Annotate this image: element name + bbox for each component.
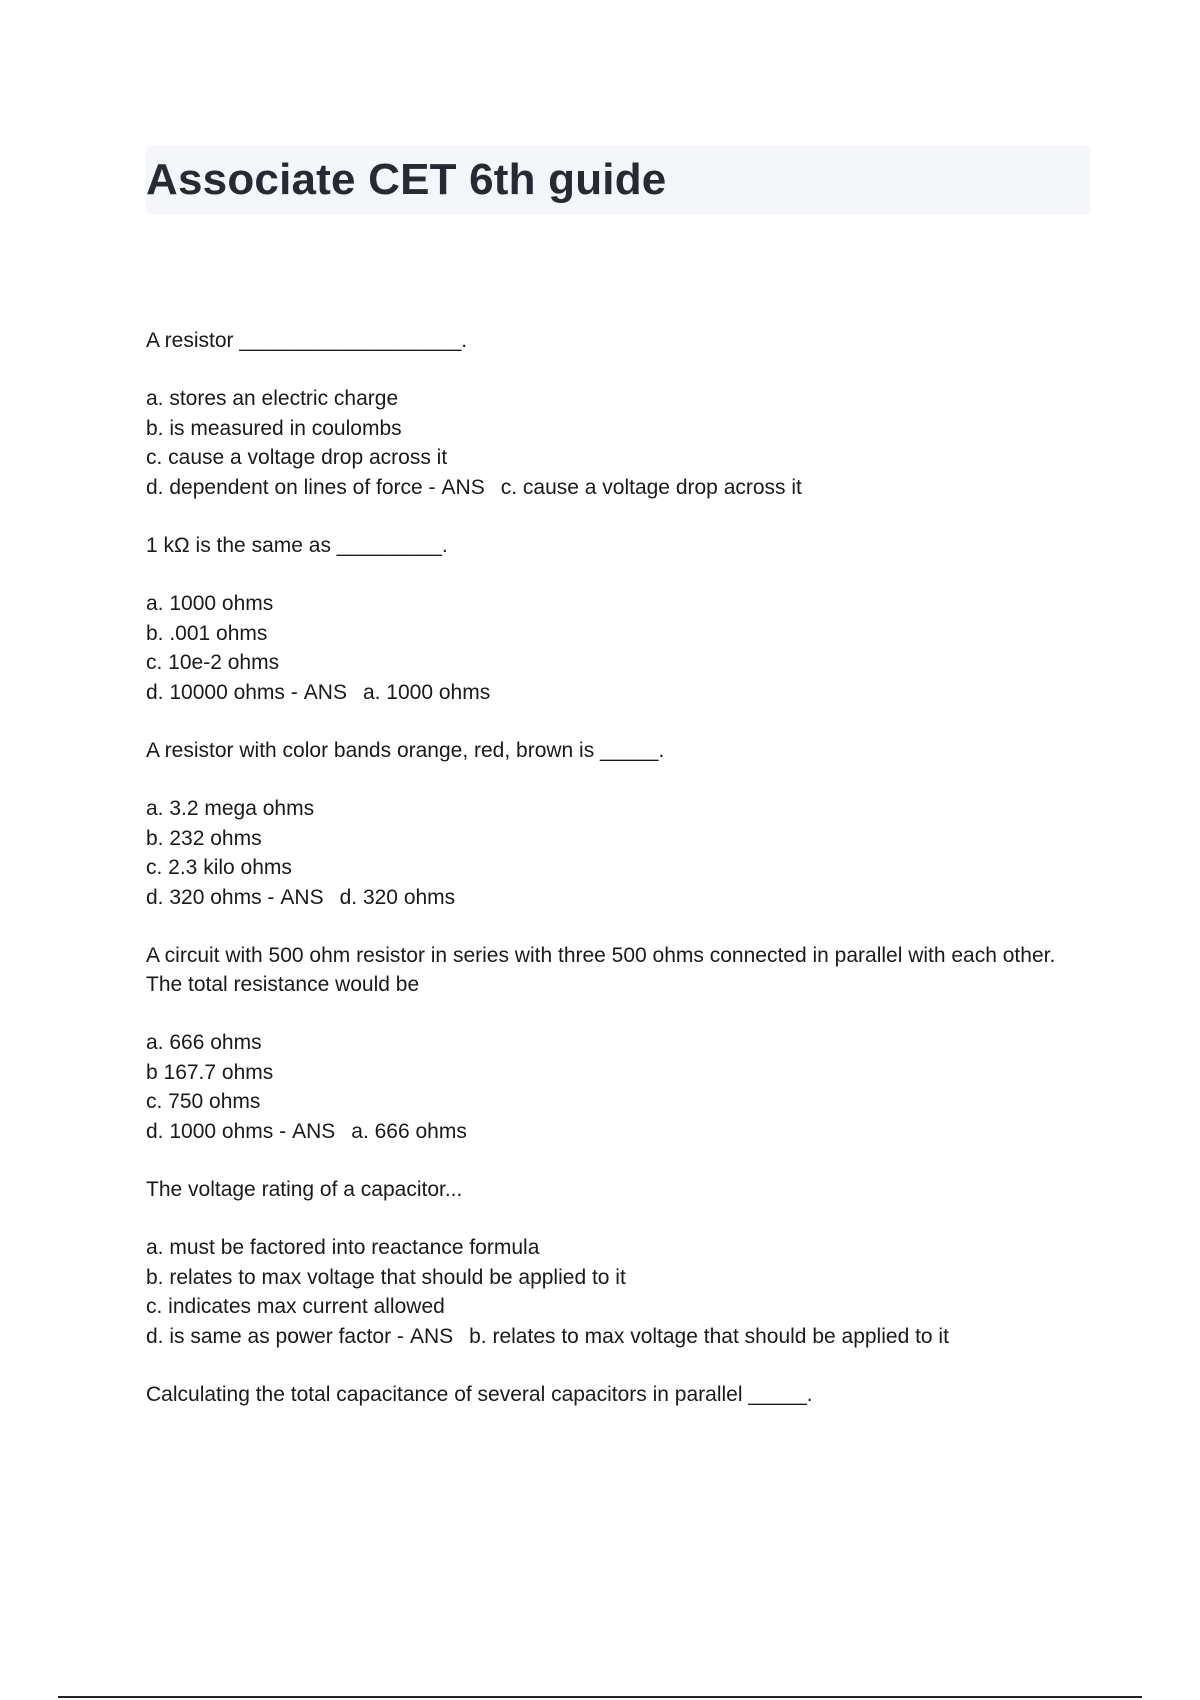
answer-text: c. cause a voltage drop across it <box>500 475 802 499</box>
option-item: b. relates to max voltage that should be applied to it <box>146 1265 626 1289</box>
option-item: c. indicates max current allowed <box>146 1295 445 1318</box>
option-item-with-answer <box>146 473 1096 503</box>
page-title: Associate CET 6th guide <box>146 155 667 204</box>
ans-label: ANS <box>409 1324 454 1348</box>
question-block-6 <box>146 1380 1096 1409</box>
answer-text: a. 666 ohms <box>351 1119 467 1143</box>
option-item: b. 232 ohms <box>146 826 262 850</box>
answer-text: b. relates to max voltage that should be applied to it <box>469 1324 949 1348</box>
ans-label: ANS <box>292 1119 336 1143</box>
options-list <box>146 589 1096 707</box>
question-text: The voltage rating of a capacitor... <box>146 1178 463 1201</box>
option-text: d. is same as power factor - <box>146 1324 404 1348</box>
question-text: A resistor ___________________. <box>146 329 468 352</box>
option-item: b 167.7 ohms <box>146 1060 274 1084</box>
option-item-with-answer <box>146 678 1096 708</box>
option-item-with-answer <box>146 1117 1096 1147</box>
question-text: 1 kΩ is the same as _________. <box>146 534 448 557</box>
option-text: d. dependent on lines of force - <box>146 475 436 499</box>
question-block-2 <box>146 531 1096 707</box>
option-item: c. 750 ohms <box>146 1090 261 1113</box>
options-list <box>146 1028 1096 1146</box>
answer-text: d. 320 ohms <box>339 885 456 909</box>
options-list <box>146 1233 1096 1351</box>
option-item: b. .001 ohms <box>146 621 268 645</box>
ans-label: ANS <box>280 885 324 909</box>
question-list <box>146 326 1096 1438</box>
option-item-with-answer <box>146 1322 1096 1352</box>
question-block-4 <box>146 941 1096 1146</box>
option-item: a. stores an electric charge <box>146 387 399 410</box>
option-text: d. 320 ohms - <box>146 885 275 909</box>
question-block-1 <box>146 326 1096 502</box>
question-block-3 <box>146 736 1096 912</box>
title-band <box>146 146 1090 214</box>
ans-label: ANS <box>303 680 347 704</box>
options-list <box>146 794 1096 912</box>
ans-label: ANS <box>441 475 485 499</box>
option-item: a. 3.2 mega ohms <box>146 797 315 820</box>
option-item: c. cause a voltage drop across it <box>146 446 448 469</box>
answer-text: a. 1000 ohms <box>362 680 491 704</box>
footer-divider <box>58 1696 1142 1698</box>
options-list <box>146 384 1096 502</box>
question-text: A circuit with 500 ohm resistor in series with three 500 ohms connected in parallel with each other. The total resistance would be <box>146 944 1056 996</box>
option-text: d. 1000 ohms - <box>146 1119 287 1143</box>
option-item: c. 10e-2 ohms <box>146 651 280 674</box>
option-item: a. 1000 ohms <box>146 592 274 615</box>
question-block-5 <box>146 1175 1096 1351</box>
question-text: Calculating the total capacitance of several capacitors in parallel _____. <box>146 1383 813 1406</box>
option-item: a. 666 ohms <box>146 1031 262 1054</box>
option-item: c. 2.3 kilo ohms <box>146 856 292 879</box>
option-item: a. must be factored into reactance formula <box>146 1236 540 1259</box>
option-item-with-answer <box>146 883 1096 913</box>
option-text: d. 10000 ohms - <box>146 680 298 704</box>
option-item: b. is measured in coulombs <box>146 416 402 440</box>
question-text: A resistor with color bands orange, red, brown is _____. <box>146 739 665 762</box>
